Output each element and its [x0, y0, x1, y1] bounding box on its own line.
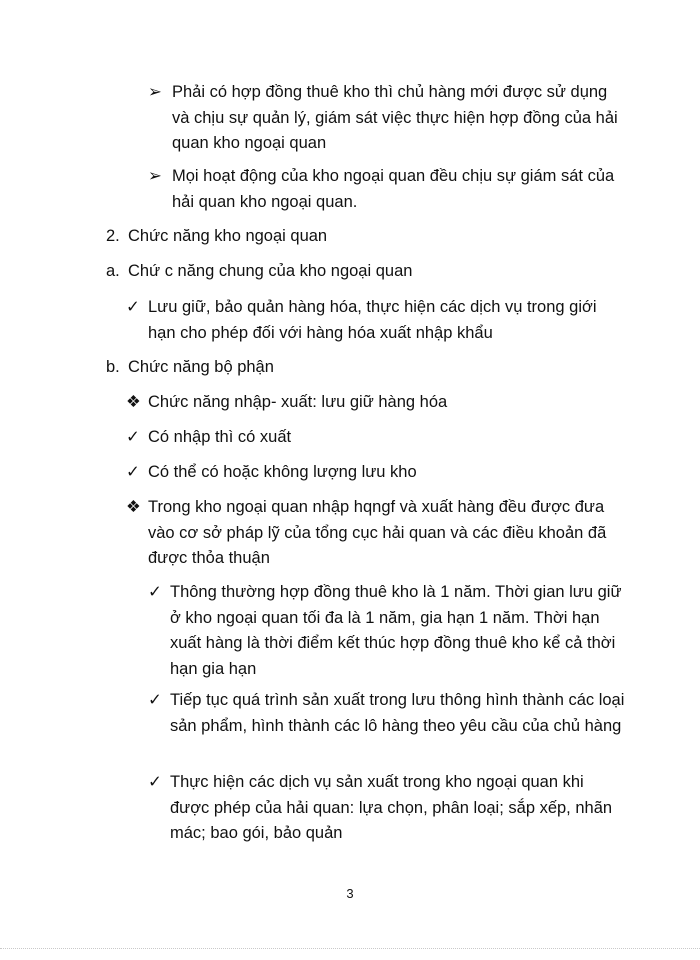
- subsection-letter: b.: [106, 358, 120, 376]
- list-item-text: Chức năng nhập- xuất: lưu giữ hàng hóa: [148, 393, 448, 411]
- list-item-text: Lưu giữ, bảo quản hàng hóa, thực hiện các dịch vụ trong giới hạn cho phép đối với hàng hóa xuất nhập khẩu: [148, 298, 597, 342]
- list-item-text: Thực hiện các dịch vụ sản xuất trong kho ngoại quan khi được phép của hải quan: lựa chọn, phân loại; sắp xếp, nhãn mác; bao gói, bảo quản: [170, 773, 613, 842]
- check-bullet-icon: ✓: [126, 298, 140, 316]
- list-item: [126, 295, 626, 346]
- list-item-text: Thông thường hợp đồng thuê kho là 1 năm. Thời gian lưu giữ ở kho ngoại quan tối đa là 1 năm, gia hạn 1 năm. Thời hạn xuất hàng là thời điểm kết thúc hợp đồng thuê kho kể cả thời hạn gia hạn: [170, 583, 622, 678]
- subsection-heading-text: Chứ c năng chung của kho ngoại quan: [128, 262, 413, 280]
- list-item-text: Phải có hợp đồng thuê kho thì chủ hàng mới được sử dụng và chịu sự quản lý, giám sát việc thực hiện hợp đồng của hải quan kho ngoại quan: [172, 83, 618, 152]
- check-bullet-icon: ✓: [148, 773, 162, 791]
- subsection-heading: [106, 259, 626, 285]
- section-number: 2.: [106, 227, 120, 245]
- list-item: [148, 164, 628, 215]
- check-bullet-icon: ✓: [148, 583, 162, 601]
- list-item: [148, 80, 628, 157]
- list-item: [148, 770, 626, 847]
- diamond-bullet-icon: ❖: [126, 498, 141, 516]
- list-item: [148, 580, 626, 682]
- list-item-text: Trong kho ngoại quan nhập hqngf và xuất hàng đều được đưa vào cơ sở pháp lỹ của tổng cục hải quan và các điều khoản đã được thỏa thuận: [148, 498, 607, 567]
- section-heading-text: Chức năng kho ngoại quan: [128, 227, 328, 245]
- list-item: [148, 688, 626, 739]
- diamond-bullet-icon: ❖: [126, 393, 141, 411]
- subsection-heading: [106, 355, 626, 381]
- section-heading: [106, 224, 626, 250]
- list-item-text: Mọi hoạt động của kho ngoại quan đều chịu sự giám sát của hải quan kho ngoại quan.: [172, 167, 615, 211]
- arrow-bullet-icon: ➢: [148, 167, 162, 185]
- list-item: [126, 495, 626, 572]
- check-bullet-icon: ✓: [126, 463, 140, 481]
- list-item-text: Tiếp tục quá trình sản xuất trong lưu thông hình thành các loại sản phẩm, hình thành các lô hàng theo yêu cầu của chủ hàng: [170, 691, 625, 735]
- list-item-text: Có nhập thì có xuất: [148, 428, 292, 446]
- check-bullet-icon: ✓: [126, 428, 140, 446]
- subsection-letter: a.: [106, 262, 120, 280]
- arrow-bullet-icon: ➢: [148, 83, 162, 101]
- list-item: [126, 425, 626, 451]
- check-bullet-icon: ✓: [148, 691, 162, 709]
- list-item: [126, 390, 626, 416]
- page-bottom-divider: [0, 948, 700, 949]
- list-item: [126, 460, 626, 486]
- list-item-text: Có thể có hoặc không lượng lưu kho: [148, 463, 417, 481]
- page-number: 3: [346, 886, 354, 901]
- subsection-heading-text: Chức năng bộ phận: [128, 358, 274, 376]
